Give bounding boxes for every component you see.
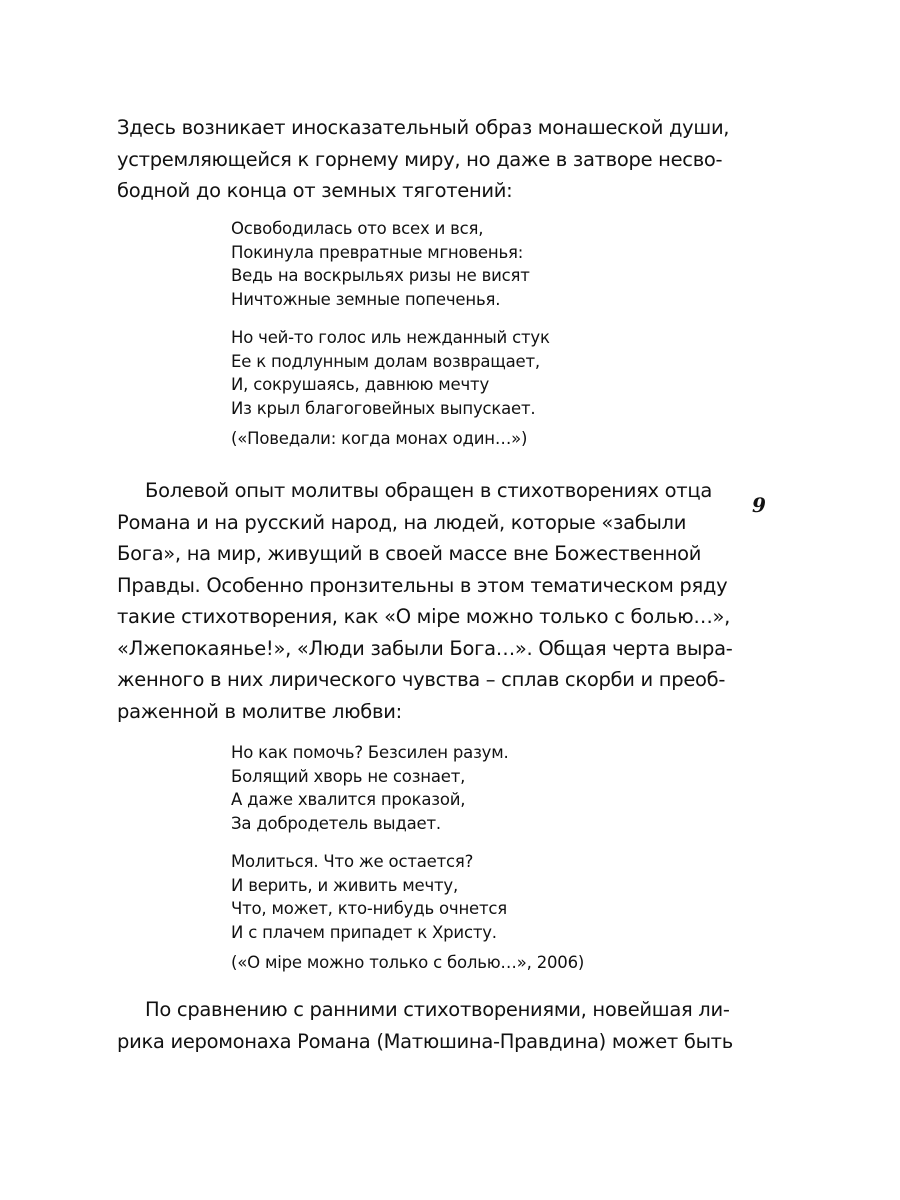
paragraph-line: Здесь возникает иносказательный образ монашеской души, [117,116,730,139]
paragraph-line: женного в них лирического чувства – сплав скорби и преоб- [117,668,726,691]
verse-line: Из крыл благоговейных выпускает. [231,398,536,418]
verse-line: Но чей-то голос иль нежданный стук [231,328,550,347]
paragraph-line: рика иеромонаха Романа (Матюшина-Правдина) может быть [117,1029,733,1053]
stanza-1 [231,741,584,835]
verse-line: Болящий хворь не сознает, [231,766,466,786]
paragraph-line: такие стихотворения, как «О міре можно только с болью…», [117,605,731,628]
stanza-2 [231,326,550,420]
verse-line: Молиться. Что же остается? [231,852,474,871]
verse-line: Но как помочь? Безсилен разум. [231,743,509,762]
verse-line: И с плачем припадет к Христу. [231,922,497,942]
verse-line: Ведь на воскрыльях ризы не висят [231,266,530,285]
stanza-2 [231,850,584,944]
page-number: 9 [752,493,766,517]
poem-1 [231,217,550,451]
paragraph-line: устремляющейся к горнему миру, но даже в затворе несво- [117,147,723,171]
verse-line: И верить, и живить мечту, [231,875,459,895]
verse-line: Ничтожные земные попеченья. [231,289,501,309]
paragraph-1 [117,112,730,207]
poem-2 [231,741,584,975]
verse-line: Что, может, кто-нибудь очнется [231,899,508,918]
verse-line: Освободилась ото всех и вся, [231,219,484,238]
paragraph-line: Правды. Особенно пронзительны в этом тематическом ряду [117,573,728,597]
stanza-1 [231,217,550,311]
paragraph-line: По сравнению с ранними стихотворениями, новейшая ли- [145,998,730,1021]
verse-line: За добродетель выдает. [231,813,441,833]
paragraph-line: Романа и на русский народ, на людей, которые «забыли [117,510,687,534]
verse-line: Покинула превратные мгновенья: [231,242,524,262]
paragraph-line: «Лжепокаянье!», «Люди забыли Бога…». Общая черта выра- [117,636,733,660]
verse-line: Ее к подлунным долам возвращает, [231,351,540,371]
paragraph-line: Болевой опыт молитвы обращен в стихотворениях отца [145,479,712,502]
poem-source: («Поведали: когда монах один…») [231,429,528,448]
paragraph-3 [117,994,733,1057]
verse-line: А даже хвалится проказой, [231,790,466,809]
verse-line: И, сокрушаясь, давнюю мечту [231,375,490,394]
paragraph-line: раженной в молитве любви: [117,699,402,723]
paragraph-line: Бога», на мир, живущий в своей массе вне Божественной [117,542,702,565]
paragraph-line: бодной до конца от земных тяготений: [117,179,513,202]
poem-source: («О міре можно только с болью…», 2006) [231,953,585,972]
paragraph-2 [117,475,733,727]
